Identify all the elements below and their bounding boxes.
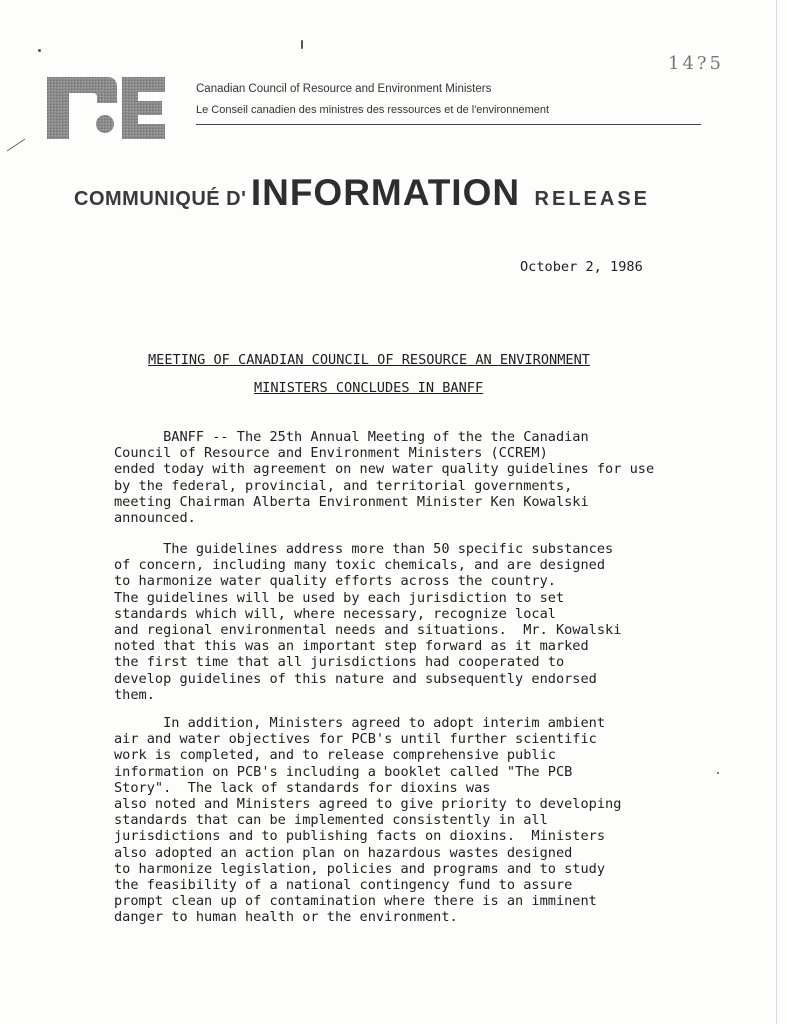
scan-speck (38, 49, 41, 52)
pen-mark-icon (6, 138, 26, 152)
release-heading-prefix: COMMUNIQUÉ D' (74, 188, 247, 210)
document-number-stamp: 14?5 (668, 53, 725, 74)
headline-line-1: MEETING OF CANADIAN COUNCIL OF RESOURCE AN ENVIRONMENT (148, 352, 590, 368)
scan-speck (301, 40, 303, 49)
body-paragraph: In addition, Ministers agreed to adopt interim ambient air and water objectives for PCB's until further scientific work is completed, and to release comprehensive public information on PCB's including a booklet called "The PCB Story". The lack of standards for dioxins was also noted and Ministers agreed to give priority to developing standards that can be implemented consistently in all jurisdictions and to publishing facts on dioxins. Ministers also adopted an action plan on hazardous wastes designed to harmonize legislation, policies and programs and to study the feasibility of a national contingency fund to assure prompt clean up of contamination where there is an imminent danger to human health or the environment. (114, 715, 622, 926)
release-heading (74, 172, 714, 214)
ccrem-logo-icon (47, 77, 165, 139)
header-divider (196, 124, 701, 125)
page-edge-shadow (776, 0, 777, 1024)
release-heading-main: INFORMATION (250, 172, 521, 213)
release-heading-suffix: RELEASE (534, 188, 651, 210)
headline-line-2: MINISTERS CONCLUDES IN BANFF (254, 380, 484, 396)
body-paragraph: The guidelines address more than 50 specific substances of concern, including many toxic chemicals, and are designed to harmonize water quality efforts across the country. The guidelines will be used by each jurisdiction to set standards which will, where necessary, recognize local and regional environmental needs and situations. Mr. Kowalski noted that this was an important step forward as it marked the first time that all jurisdictions had cooperated to develop guidelines of this nature and subsequently endorsed them. (114, 541, 622, 703)
council-name-english: Canadian Council of Resource and Environment Ministers (196, 83, 492, 95)
council-name-french: Le Conseil canadien des ministres des ressources et de l'environnement (196, 104, 550, 116)
council-name-block (196, 81, 702, 118)
body-paragraph: BANFF -- The 25th Annual Meeting of the the Canadian Council of Resource and Environment Ministers (CCREM) ended today with agreement on new water quality guidelines for use by the federal, provincial, and territorial governments, meeting Chairman Alberta Environment Minister Ken Kowalski announced. (114, 429, 655, 527)
release-date: October 2, 1986 (520, 259, 643, 275)
